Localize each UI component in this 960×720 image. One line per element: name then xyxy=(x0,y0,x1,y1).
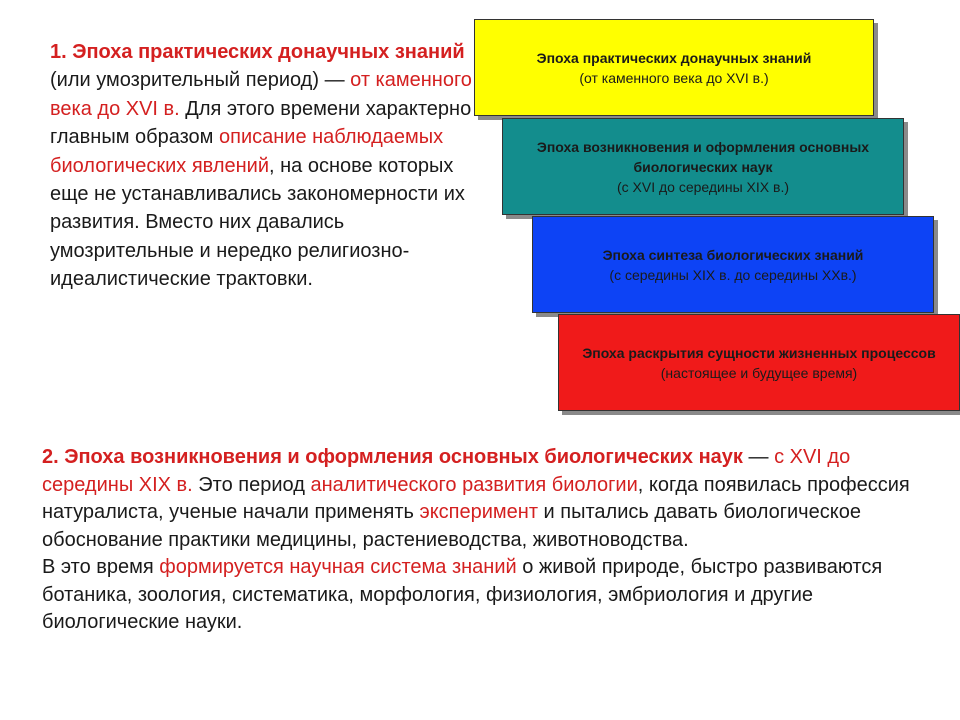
epoch-box-3-period: (с середины XIX в. до середины XXв.) xyxy=(609,266,857,283)
epoch-box-4-title: Эпоха раскрытия сущности жизненных процессов xyxy=(582,344,936,361)
epoch2-dash: — xyxy=(748,446,775,468)
epoch1-text-b: , на основе которых еще не устанавливались закономерности их развития. Вместо них давались умозрительные и нередко религиозно-идеалистические трактовки. xyxy=(50,154,465,291)
epoch-box-4 xyxy=(558,314,960,411)
epoch-box-3 xyxy=(532,216,934,313)
epoch-box-1-period: (от каменного века до XVI в.) xyxy=(579,69,769,86)
epoch2-period: с XVI до середины XIX в. xyxy=(42,446,851,496)
epoch2-text-b: , когда появилась профессия натуралиста, ученые начали применять xyxy=(42,473,910,523)
epoch-box-2-period: (с XVI до середины XIX в.) xyxy=(616,178,790,195)
epoch-box-2 xyxy=(502,118,904,215)
epoch-box-2-title: Эпоха возникновения и оформления основных биологических наук xyxy=(536,138,870,175)
epoch-box-4-period: (настоящее и будущее время) xyxy=(660,364,858,381)
paragraph-epoch-1 xyxy=(50,38,480,294)
epoch-box-1 xyxy=(474,19,874,116)
epoch2-highlight-a: аналитического развития биологии xyxy=(310,473,638,496)
epoch1-heading: 1. Эпоха практических донаучных знаний xyxy=(50,41,465,63)
epoch1-period: от каменного века до XVI в. xyxy=(50,69,472,120)
epoch2-text-c: и пытались давать биологическое обоснование практики медицины, растениеводства, животноводства. xyxy=(42,501,861,551)
epoch2-highlight-b: эксперимент xyxy=(419,501,538,523)
epoch2-block-1 xyxy=(42,444,922,554)
epoch1-alt-name: (или умозрительный период) xyxy=(50,69,320,92)
epoch2-heading: 2. Эпоха возникновения и оформления основных биологических наук xyxy=(42,446,743,468)
epoch2-text-d: В это время xyxy=(42,556,160,578)
epoch1-dash: — xyxy=(324,69,351,92)
epoch2-text-a: Это период xyxy=(192,473,311,496)
epoch1-highlight: описание наблюдаемых биологических явлений xyxy=(50,126,444,177)
epoch-box-1-title: Эпоха практических донаучных знаний xyxy=(536,49,812,66)
paragraph-epoch-2 xyxy=(42,444,922,637)
epoch2-block-2 xyxy=(42,554,922,637)
epoch2-highlight-c: формируется научная система знаний xyxy=(159,556,517,578)
epoch1-text-a: Для этого времени характерно главным образом xyxy=(50,97,472,149)
epoch2-text-e: о живой природе, быстро развиваются ботаника, зоология, систематика, морфология, физиология, эмбриология и другие биологические науки. xyxy=(42,556,883,633)
epoch-box-3-title: Эпоха синтеза биологических знаний xyxy=(602,246,864,263)
